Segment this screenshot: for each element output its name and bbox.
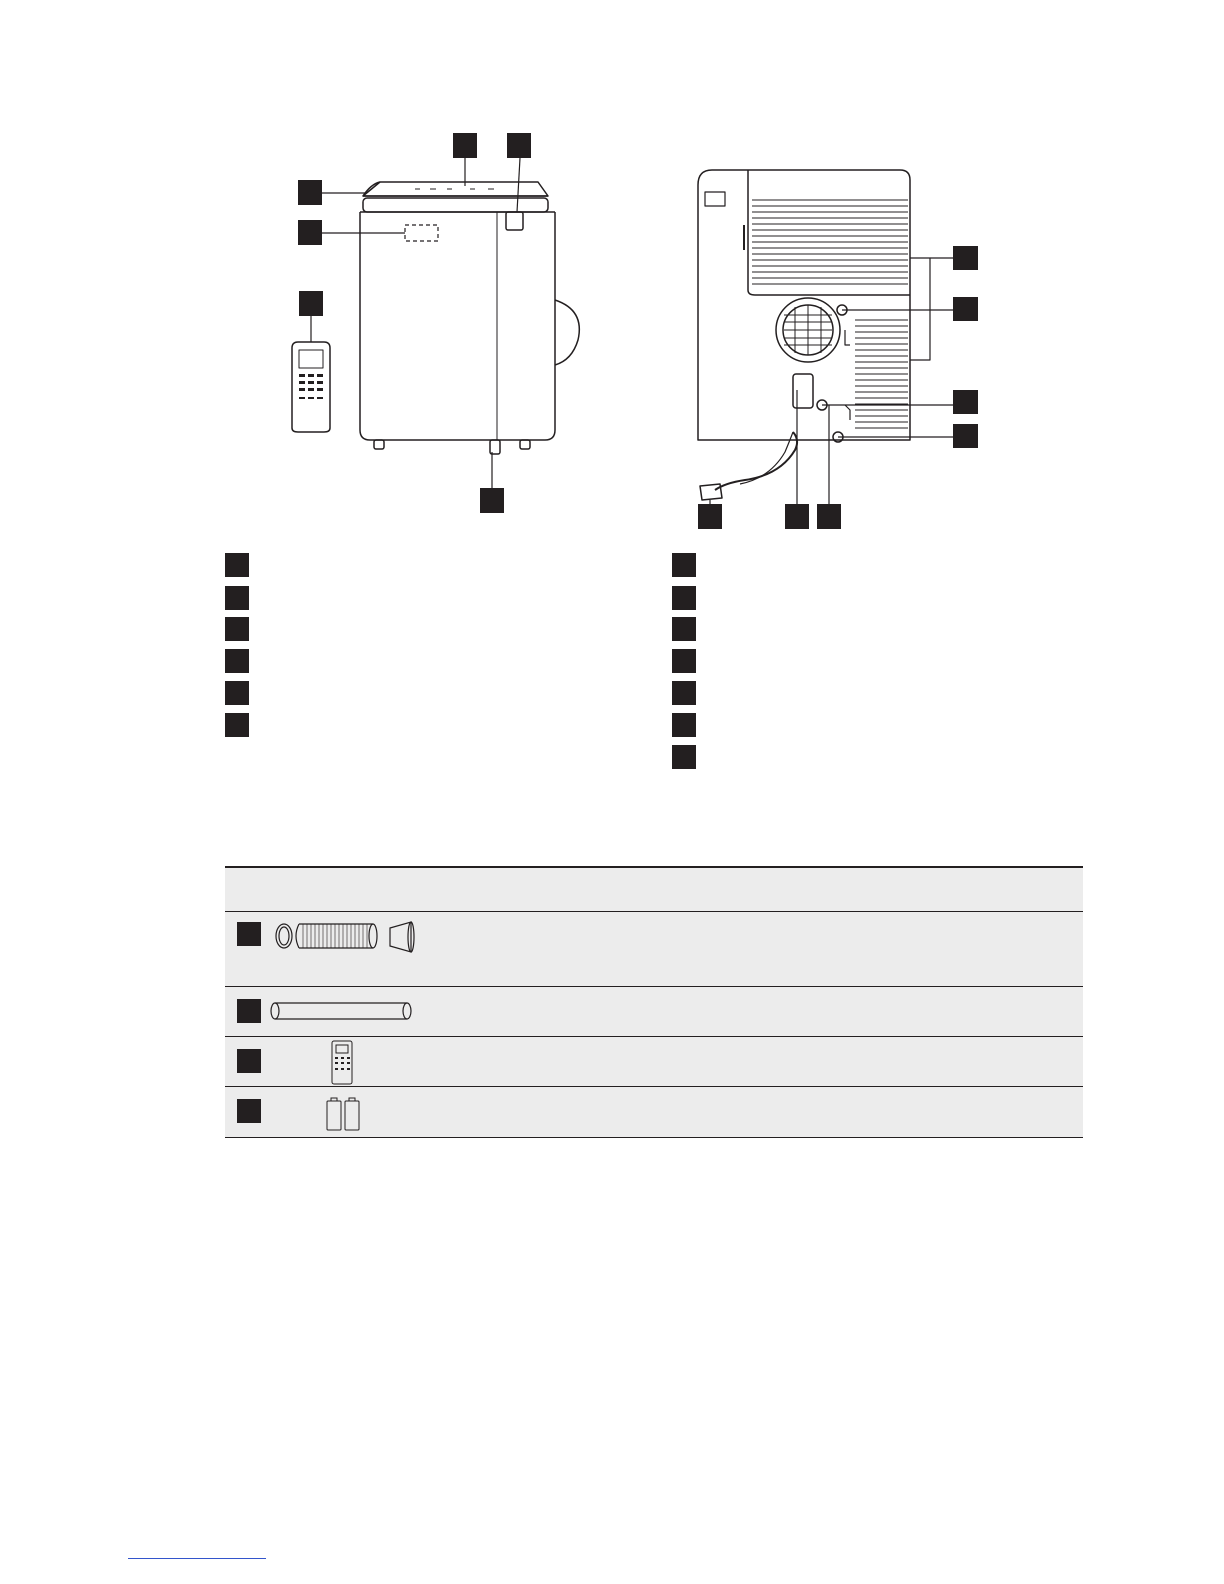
drain-hose-icon (225, 987, 425, 1042)
callout-marker (953, 297, 978, 321)
legend-marker (225, 713, 249, 737)
footer-rule (128, 1558, 266, 1559)
legend-marker (672, 745, 696, 769)
legend-marker (672, 586, 696, 610)
legend-marker (225, 617, 249, 641)
legend-marker (672, 713, 696, 737)
callout-marker (953, 246, 978, 270)
exhaust-hose-icon (225, 912, 425, 992)
remote-control-drawing (292, 342, 330, 432)
legend-marker (225, 649, 249, 673)
callout-marker (785, 504, 809, 529)
callout-marker (507, 133, 531, 158)
batteries-icon (225, 1087, 425, 1143)
rear-unit (698, 170, 910, 500)
legend-marker (672, 553, 696, 577)
legend-marker (672, 617, 696, 641)
legend-marker (225, 553, 249, 577)
legend-marker (672, 649, 696, 673)
legend-marker (225, 586, 249, 610)
front-unit (360, 182, 579, 454)
table-row (225, 987, 1083, 1037)
callout-marker (817, 504, 841, 529)
callout-marker (698, 504, 722, 529)
callout-marker (298, 180, 322, 205)
callout-marker (480, 488, 504, 513)
product-diagram (0, 0, 1224, 540)
accessories-table (225, 866, 1083, 1138)
callout-marker (953, 390, 978, 414)
legend-marker (672, 681, 696, 705)
table-row (225, 1037, 1083, 1087)
accessories-table-header (225, 866, 1083, 912)
callout-marker (453, 133, 477, 158)
legend-marker (225, 681, 249, 705)
table-row (225, 912, 1083, 987)
callout-marker (298, 220, 322, 245)
callout-marker (299, 291, 323, 316)
table-row (225, 1087, 1083, 1138)
callout-marker (953, 424, 978, 448)
remote-control-icon (225, 1037, 425, 1092)
